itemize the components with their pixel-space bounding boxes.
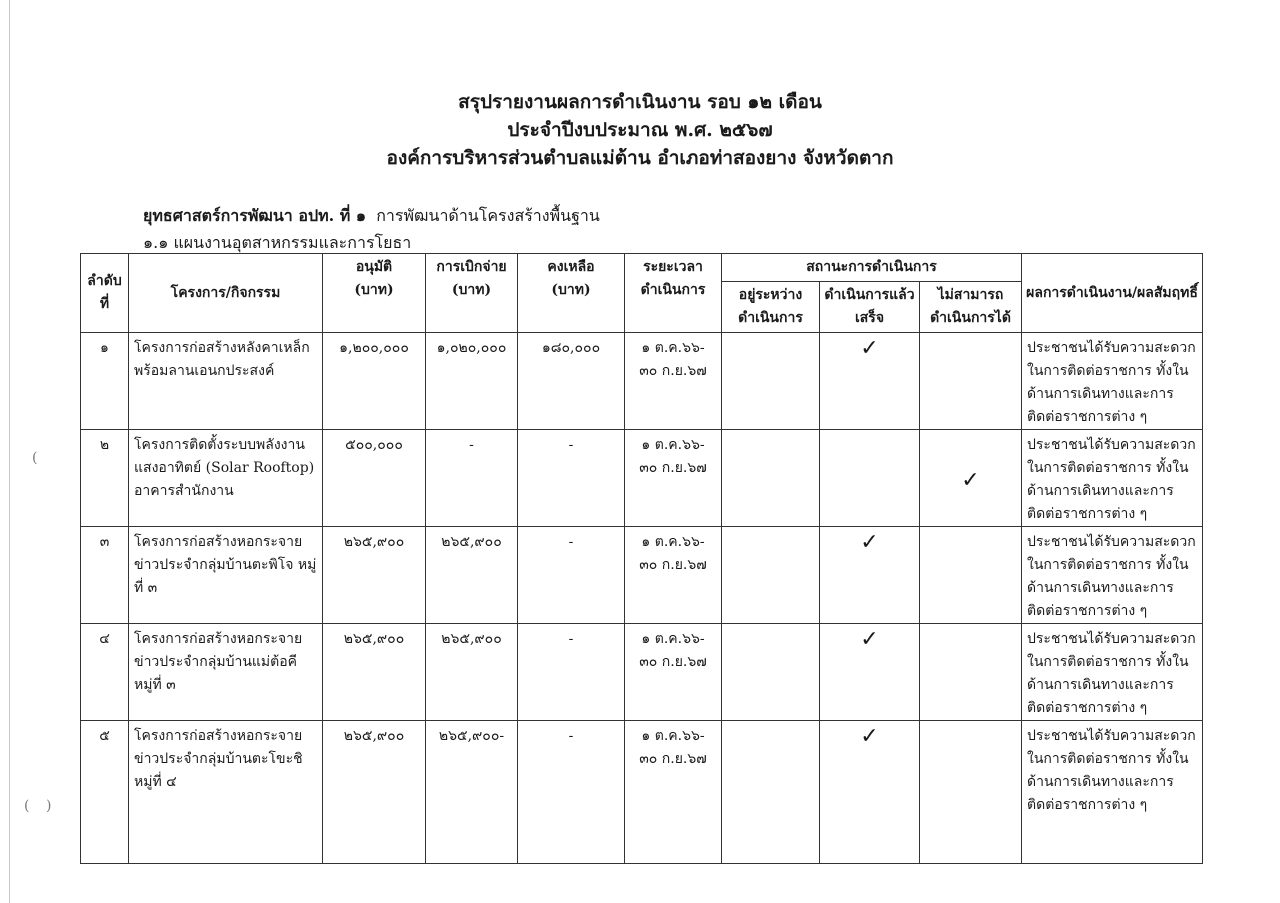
row-approved: ๒๖๕,๙๐๐ — [323, 721, 426, 864]
header-status: สถานะการดำเนินการ — [722, 254, 1022, 282]
row-result: ประชาชนได้รับความสะดวกในการติดต่อราชการ ทั้งในด้านการเดินทางและการติดต่อราชการต่าง ๆ — [1022, 624, 1203, 721]
row-no: ๒ — [81, 430, 129, 527]
check-mark-icon: ✓ — [920, 430, 1022, 527]
row-remaining: - — [518, 527, 625, 624]
row-status-ongoing — [722, 430, 820, 527]
row-project: โครงการก่อสร้างหลังคาเหล็กพร้อมลานเอนกประสงค์ — [129, 333, 323, 430]
row-remaining: ๑๘๐,๐๐๐ — [518, 333, 625, 430]
row-result: ประชาชนได้รับความสะดวกในการติดต่อราชการ ทั้งในด้านการเดินทางและการติดต่อราชการต่าง ๆ — [1022, 721, 1203, 864]
scan-mark: ) — [46, 798, 52, 814]
row-status-ongoing — [722, 527, 820, 624]
row-status-unable — [920, 527, 1022, 624]
header-status-ongoing: อยู่ระหว่าง ดำเนินการ — [722, 282, 820, 333]
check-mark-icon: ✓ — [820, 333, 920, 430]
report-header — [0, 88, 1280, 172]
row-status-done — [820, 430, 920, 527]
row-remaining: - — [518, 624, 625, 721]
header-period: ระยะเวลา ดำเนินการ — [625, 254, 722, 333]
header-remaining: คงเหลือ (บาท) — [518, 254, 625, 333]
row-no: ๓ — [81, 527, 129, 624]
row-result: ประชาชนได้รับความสะดวกในการติดต่อราชการ ทั้งในด้านการเดินทางและการติดต่อราชการต่าง ๆ — [1022, 430, 1203, 527]
header-status-unable: ไม่สามารถ ดำเนินการได้ — [920, 282, 1022, 333]
row-disbursed: - — [426, 430, 518, 527]
row-status-ongoing — [722, 624, 820, 721]
check-mark-icon: ✓ — [820, 624, 920, 721]
header-no: ลำดับ ที่ — [81, 254, 129, 333]
row-result: ประชาชนได้รับความสะดวกในการติดต่อราชการ ทั้งในด้านการเดินทางและการติดต่อราชการต่าง ๆ — [1022, 333, 1203, 430]
check-mark-icon: ✓ — [820, 527, 920, 624]
row-approved: ๑,๒๐๐,๐๐๐ — [323, 333, 426, 430]
report-table — [80, 253, 1203, 864]
header-disbursed: การเบิกจ่าย (บาท) — [426, 254, 518, 333]
scan-mark: ( — [24, 798, 30, 814]
header-status-done: ดำเนินการแล้ว เสร็จ — [820, 282, 920, 333]
table-row — [81, 333, 1203, 430]
row-disbursed: ๑,๐๒๐,๐๐๐ — [426, 333, 518, 430]
row-disbursed: ๒๖๕,๙๐๐ — [426, 624, 518, 721]
row-remaining: - — [518, 721, 625, 864]
row-approved: ๒๖๕,๙๐๐ — [323, 624, 426, 721]
strategy-text: การพัฒนาด้านโครงสร้างพื้นฐาน — [376, 206, 600, 225]
row-status-unable — [920, 721, 1022, 864]
row-disbursed: ๒๖๕,๙๐๐ — [426, 527, 518, 624]
header-project: โครงการ/กิจกรรม — [129, 254, 323, 333]
row-status-ongoing — [722, 721, 820, 864]
row-status-ongoing — [722, 333, 820, 430]
row-no: ๑ — [81, 333, 129, 430]
row-status-unable — [920, 333, 1022, 430]
table-row — [81, 430, 1203, 527]
row-remaining: - — [518, 430, 625, 527]
row-project: โครงการก่อสร้างหอกระจายข่าวประจำกลุ่มบ้านตะพิโจ หมู่ที่ ๓ — [129, 527, 323, 624]
organization-name: องค์การบริหารส่วนตำบลแม่ต้าน อำเภอท่าสองยาง จังหวัดตาก — [386, 147, 894, 169]
row-period: ๑ ต.ค.๖๖- ๓๐ ก.ย.๖๗ — [625, 430, 722, 527]
table-row — [81, 721, 1203, 864]
row-approved: ๒๖๕,๙๐๐ — [323, 527, 426, 624]
scan-mark: ( — [32, 450, 38, 466]
row-period: ๑ ต.ค.๖๖- ๓๐ ก.ย.๖๗ — [625, 721, 722, 864]
report-title: สรุปรายงานผลการดำเนินงาน รอบ ๑๒ เดือน — [458, 91, 822, 113]
row-project: โครงการติดตั้งระบบพลังงานแสงอาทิตย์ (Solar Rooftop) อาคารสำนักงาน — [129, 430, 323, 527]
strategy-line — [143, 204, 600, 229]
row-no: ๕ — [81, 721, 129, 864]
plan-line: ๑.๑ แผนงานอุตสาหกรรมและการโยธา — [143, 233, 412, 252]
row-project: โครงการก่อสร้างหอกระจายข่าวประจำกลุ่มบ้านตะโขะชิ หมู่ที่ ๔ — [129, 721, 323, 864]
row-result: ประชาชนได้รับความสะดวกในการติดต่อราชการ ทั้งในด้านการเดินทางและการติดต่อราชการต่าง ๆ — [1022, 527, 1203, 624]
row-period: ๑ ต.ค.๖๖- ๓๐ ก.ย.๖๗ — [625, 527, 722, 624]
header-result: ผลการดำเนินงาน/ผลสัมฤทธิ์ — [1022, 254, 1203, 333]
table-row — [81, 624, 1203, 721]
row-status-unable — [920, 624, 1022, 721]
row-disbursed: ๒๖๕,๙๐๐- — [426, 721, 518, 864]
fiscal-year: ประจำปีงบประมาณ พ.ศ. ๒๕๖๗ — [507, 119, 773, 141]
row-period: ๑ ต.ค.๖๖- ๓๐ ก.ย.๖๗ — [625, 624, 722, 721]
row-project: โครงการก่อสร้างหอกระจายข่าวประจำกลุ่มบ้านแม่ต้อคี หมู่ที่ ๓ — [129, 624, 323, 721]
row-no: ๔ — [81, 624, 129, 721]
row-period: ๑ ต.ค.๖๖- ๓๐ ก.ย.๖๗ — [625, 333, 722, 430]
check-mark-icon: ✓ — [820, 721, 920, 864]
header-approved: อนุมัติ (บาท) — [323, 254, 426, 333]
table-row — [81, 527, 1203, 624]
row-approved: ๕๐๐,๐๐๐ — [323, 430, 426, 527]
strategy-label: ยุทธศาสตร์การพัฒนา อปท. ที่ ๑ — [143, 206, 367, 225]
